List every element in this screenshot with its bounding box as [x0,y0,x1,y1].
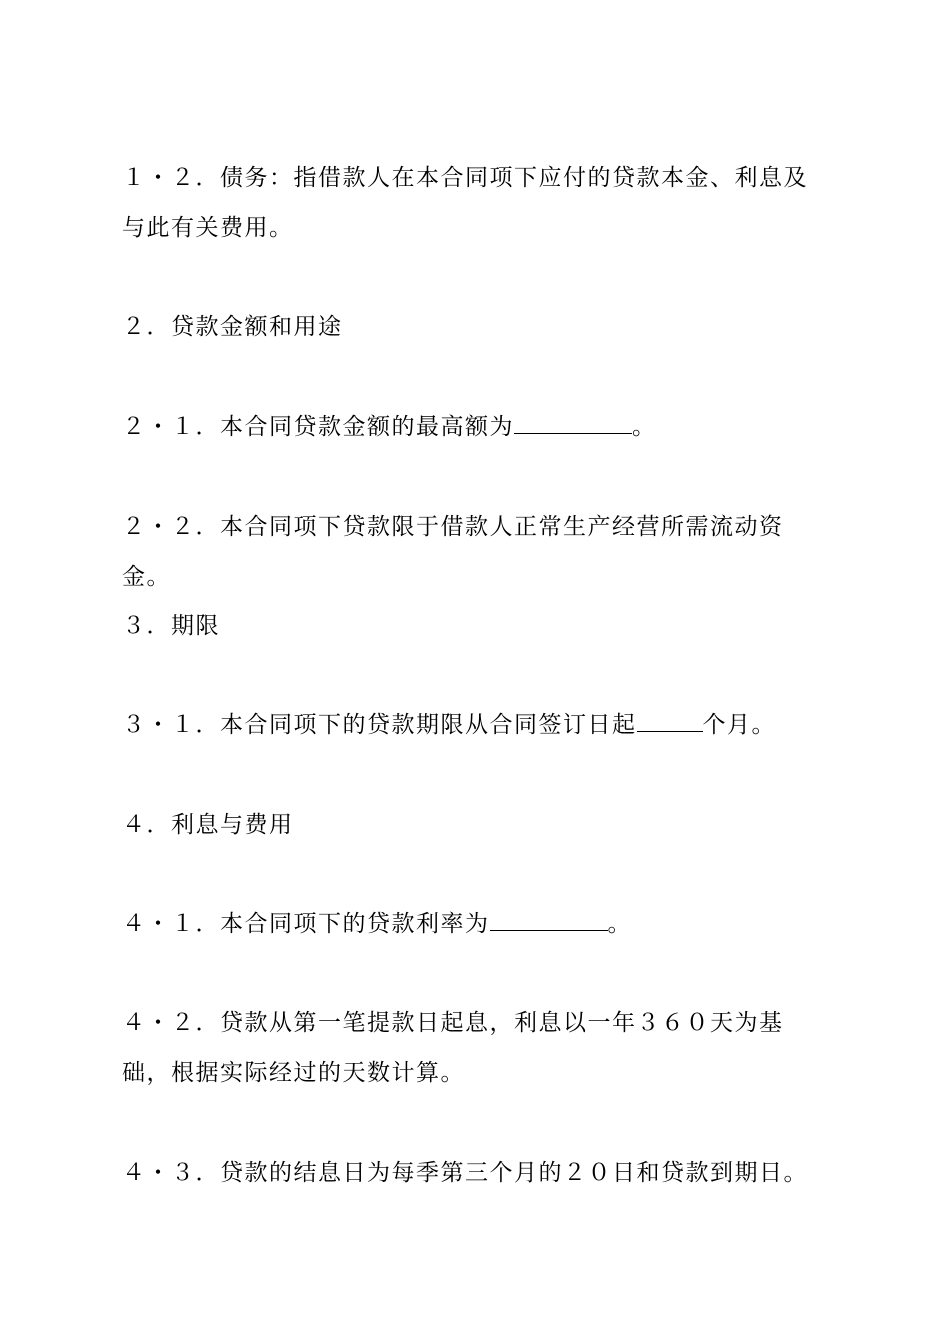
clause-1-2-text: １・２．债务：指借款人在本合同项下应付的贷款本金、利息及与此有关费用。 [122,165,808,241]
clause-2-2 [122,502,832,602]
clause-4-1-text: ４・１．本合同项下的贷款利率为 [122,911,490,937]
clause-1-2 [122,153,832,253]
clause-4-1 [122,899,832,949]
section-3-heading [122,601,832,651]
amount-blank-line [514,411,632,434]
clause-4-2-text: ４・２．贷款从第一笔提款日起息，利息以一年３６０天为基础，根据实际经过的天数计算。 [122,1010,784,1086]
clause-3-1-end: 个月。 [702,712,776,738]
term-blank-line [637,709,703,732]
clause-3-1 [122,700,832,750]
clause-4-3-text: ４・３．贷款的结息日为每季第三个月的２０日和贷款到期日。 [122,1160,808,1186]
clause-2-1-end: 。 [632,414,657,440]
rate-blank-line [490,908,608,931]
clause-3-1-text: ３・１．本合同项下的贷款期限从合同签订日起 [122,712,637,738]
section-3-heading-text: ３．期限 [122,613,220,639]
clause-2-1 [122,402,832,452]
section-4-heading [122,800,832,850]
clause-2-2-text: ２・２．本合同项下贷款限于借款人正常生产经营所需流动资金。 [122,514,784,590]
section-2-heading [122,302,832,352]
section-4-heading-text: ４．利息与费用 [122,812,294,838]
clause-2-1-text: ２・１．本合同贷款金额的最高额为 [122,414,514,440]
clause-4-3 [122,1148,832,1198]
clause-4-2 [122,998,832,1098]
section-2-heading-text: ２．贷款金额和用途 [122,314,343,340]
clause-4-1-end: 。 [607,911,632,937]
